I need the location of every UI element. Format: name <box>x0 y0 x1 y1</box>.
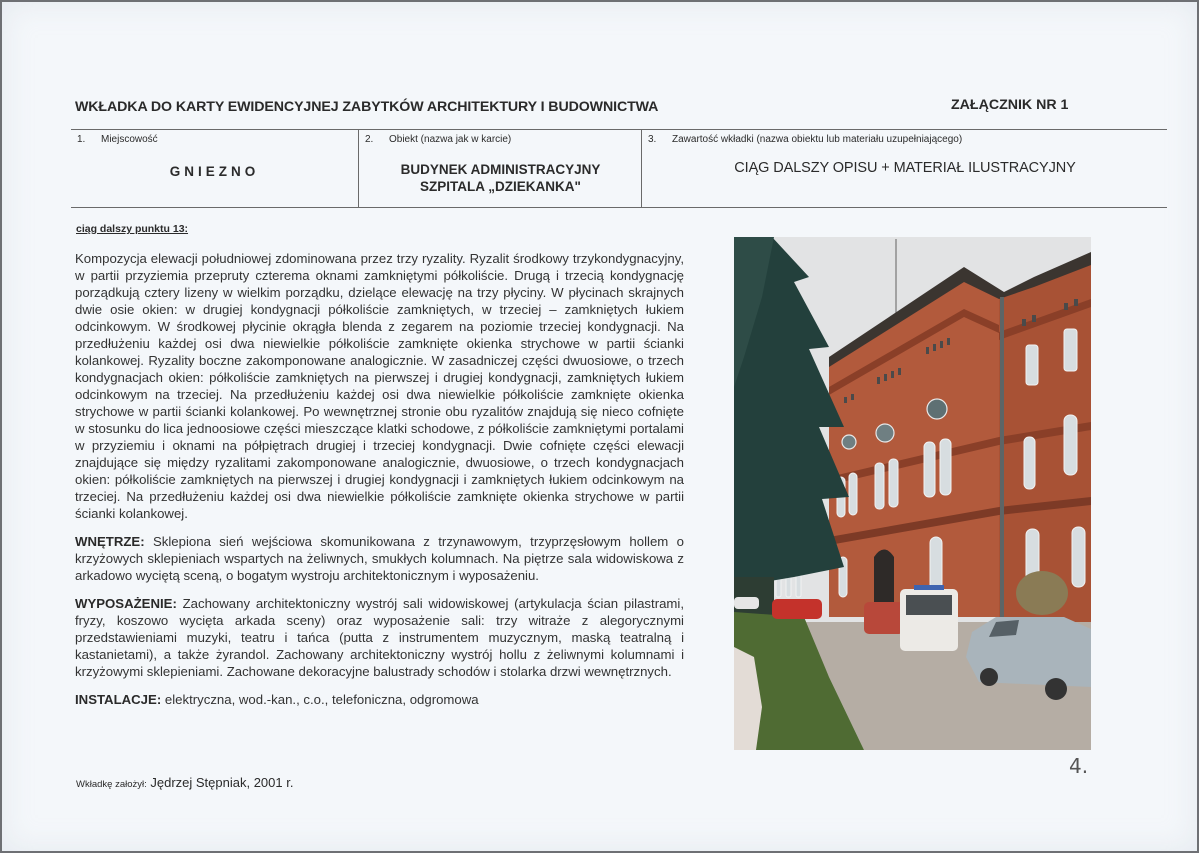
section-heading: ciąg dalszy punktu 13: <box>76 223 189 235</box>
annex-number: ZAŁĄCZNIK NR 1 <box>951 97 1069 113</box>
building-photo <box>734 237 1091 750</box>
section-label: INSTALACJE: <box>75 692 162 707</box>
section-label: WYPOSAŻENIE: <box>75 596 177 611</box>
equipment-paragraph <box>75 595 684 680</box>
header-fields-table <box>71 129 1167 208</box>
building-photo-illustration <box>734 237 1091 750</box>
field-value-line: SZPITALA „DZIEKANKA" <box>420 179 581 194</box>
field-number: 1. <box>77 134 86 145</box>
description-body <box>75 250 684 719</box>
field-object <box>358 130 642 207</box>
installations-paragraph <box>75 691 684 708</box>
field-number: 3. <box>648 134 657 145</box>
section-text: elektryczna, wod.-kan., c.o., telefoniczna, odgromowa <box>161 692 479 707</box>
page-number: 4. <box>1069 754 1089 778</box>
section-text: Zachowany architektoniczny wystrój sali widowiskowej (artykulacja ścian pilastrami, fryzy, koszowo wycięta arkada sceny) oraz wyposażenie sali: trzy witraże z alegorycznymi przedstawieniami muzyki, teatru i tańca (putta z instrumentem muzycznym, maską teatralną i kastanietami), a także żyrandol. Zachowany architektoniczny wystrój hollu z żeliwnymi kolumnami i krzyżowymi sklepieniami. Zachowane dekoracyjne balustrady schodów i stolarka drzwi wewnętrznych. <box>75 596 684 679</box>
field-value: CIĄG DALSZY OPISU + MATERIAŁ ILUSTRACYJNY <box>734 160 1076 176</box>
field-label: Obiekt (nazwa jak w karcie) <box>389 134 512 145</box>
author-line <box>76 775 293 790</box>
document-title: WKŁADKA DO KARTY EWIDENCYJNEJ ZABYTKÓW ARCHITEKTURY I BUDOWNICTWA <box>75 99 659 115</box>
field-label: Miejscowość <box>101 134 158 145</box>
author-value: Jędrzej Stępniak, 2001 r. <box>146 775 294 790</box>
field-label: Zawartość wkładki (nazwa obiektu lub materiału uzupełniającego) <box>672 134 963 145</box>
field-value <box>359 161 642 195</box>
section-text: Sklepiona sień wejściowa skomunikowana z trzynawowym, trzyprzęsłowym hollem o krzyżowych sklepieniach wspartych na żeliwnych, smukłych kolumnach. Na piętrze sala widowiskowa z arkadowo wyciętą sceną, o bogatym wystroju architektonicznym i wyposażeniu. <box>75 534 684 583</box>
field-number: 2. <box>365 134 374 145</box>
field-value-line: BUDYNEK ADMINISTRACYJNY <box>400 162 601 177</box>
author-label: Wkładkę założył: <box>76 779 147 790</box>
document-page <box>2 2 1197 851</box>
field-value: GNIEZNO <box>169 164 260 179</box>
description-paragraph: Kompozycja elewacji południowej zdominowana przez trzy ryzality. Ryzalit środkowy trzykondygnacyjny, w partii przyziemia przepruty czterema oknami zamkniętymi półkoliście. Drugą i trzecią kondygnację porządkują cztery lizeny w wielkim porządku, dzielące elewację na trzy płyciny. W płycinach skrajnych dwie osie okien: w drugiej kondygnacji półkoliście zamkniętych, w trzeciej – zamkniętych łukiem odcinkowym. W środkowej płycinie okrągła blenda z zegarem na poziomie trzeciej kondygnacji. Na przedłużeniu każdej osi dwa niewielkie półkoliście zamknięte okienka strychowe w partii ścianki kolankowej. Ryzality boczne zakomponowane analogicznie. W zasadniczej części dwuosiowe, o trzech kondygnacjach okien: półkoliście zamkniętych na pierwszej i drugiej kondygnacji, zamkniętych łukiem odcinkowym na trzeciej. Na przedłużeniu każdej osi dwa niewielkie półkoliście zamknięte okienka strychowe w partii ścianki kolankowej. Po wewnętrznej stronie obu ryzalitów znajdują się nieco cofnięte w stosunku do lica jednoosiowe części mieszczące klatki schodowe, z półkoliście zamkniętymi portalami w przyziemiu i oknami na półpiętrach drugiej i trzeciej kondygnacji. Dwie cofnięte części elewacji znajdujące się między ryzalitami zakomponowane analogicznie, dwuosiowe, o trzech kondygnacjach okien: półkoliście zamkniętych na pierwszej i drugiej kondygnacji i zamkniętych łukiem odcinkowym na trzeciej. Na przedłużeniu każdej osi dwa niewielkie półkoliście zamknięte okienka strychowe w partii ścianki kolankowej. <box>75 251 684 521</box>
field-contents <box>641 130 1168 207</box>
interior-paragraph <box>75 533 684 584</box>
field-locality <box>71 130 358 207</box>
section-label: WNĘTRZE: <box>75 534 145 549</box>
